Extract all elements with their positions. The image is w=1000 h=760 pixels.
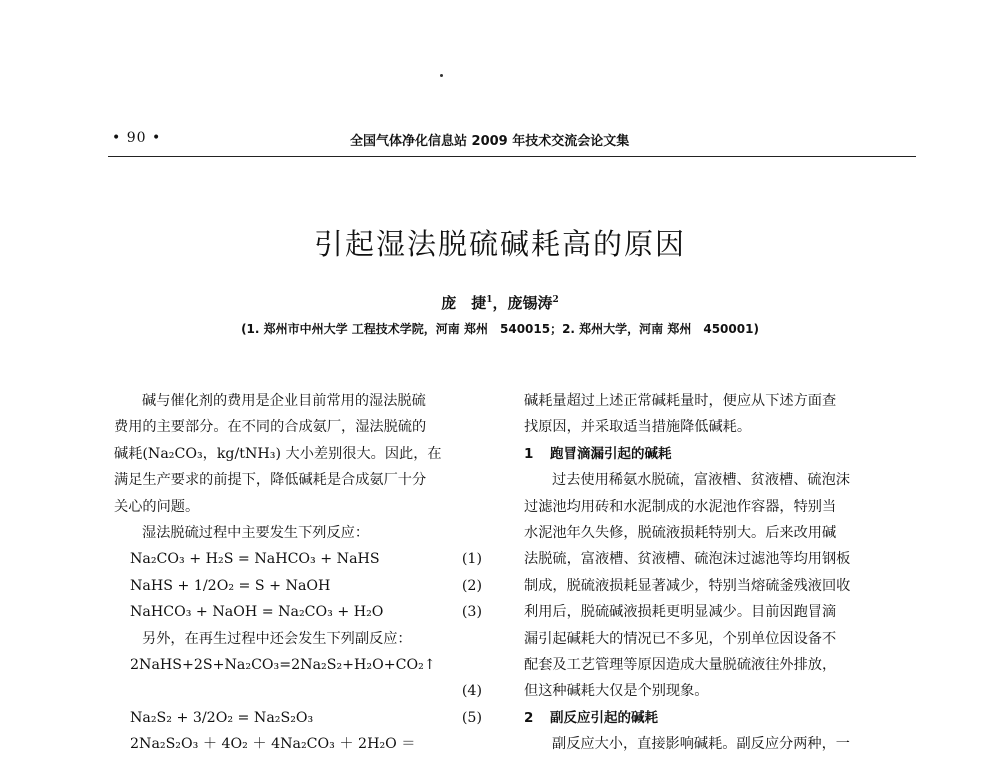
- right-p2-line-7: 漏引起碱耗大的情况已不多见，个别单位因设备不: [524, 630, 837, 647]
- running-title: 全国气体净化信息站 2009 年技术交流会论文集: [350, 134, 630, 149]
- right-p2-line-8: 配套及工艺管理等原因造成大量脱硫液往外排放，: [524, 657, 837, 674]
- section-1-heading: [524, 441, 919, 467]
- right-p1-line-2: 找原因，并采取适当措施降低碱耗。: [524, 419, 752, 436]
- equation-6-text: 2Na₂S₂O₃ ＋ 4O₂ ＋ 4Na₂CO₃ ＋ 2H₂O ＝: [130, 736, 416, 753]
- equation-3-text: NaHCO₃ + NaOH = Na₂CO₃ + H₂O: [130, 604, 384, 621]
- authors: [0, 292, 1000, 313]
- section-1-number: 1: [524, 445, 534, 462]
- right-p3: 副反应大小，直接影响碱耗。副反应分两种，一: [552, 736, 850, 753]
- equation-3-number: (3): [461, 604, 482, 621]
- equation-4-number: (4): [461, 683, 482, 700]
- equation-2-number: (2): [461, 577, 482, 594]
- right-p2-line-9: 但这种碱耗大仅是个别现象。: [524, 683, 709, 700]
- equation-3: [114, 599, 494, 625]
- equation-1-number: (1): [461, 551, 482, 568]
- section-2-heading: [524, 705, 919, 731]
- equation-5: [114, 705, 494, 731]
- right-p2-line-4: 法脱硫，富液槽、贫液槽、硫泡沫过滤池等均用钢板: [524, 551, 851, 568]
- equation-1: [114, 546, 494, 572]
- right-p2-line-6: 利用后，脱硫碱液损耗更明显减少。目前因跑冒滴: [524, 604, 837, 621]
- right-p2-line-2: 过滤池均用砖和水泥制成的水泥池作容器，特别当: [524, 498, 837, 515]
- paper-title: 引起湿法脱硫碱耗高的原因: [313, 227, 686, 261]
- author-2-affil-mark: 2: [552, 295, 559, 305]
- right-p2-line-3: 水泥池年久失修，脱硫液损耗特别大。后来改用碱: [524, 525, 837, 542]
- left-p3: 另外，在再生过程中还会发生下列副反应：: [142, 630, 412, 647]
- page-number: • 90 •: [112, 130, 162, 146]
- equation-2-text: NaHS + 1/2O₂ = S + NaOH: [130, 577, 331, 594]
- equation-2: [114, 573, 494, 599]
- left-p2: 湿法脱硫过程中主要发生下列反应：: [142, 525, 370, 542]
- author-2: 庞锡涛: [507, 294, 553, 312]
- author-separator: ，: [492, 294, 508, 312]
- equation-4-text: 2NaHS+2S+Na₂CO₃=2Na₂S₂+H₂O+CO₂↑: [130, 657, 436, 674]
- equation-5-number: (5): [461, 709, 482, 726]
- section-2-title: 副反应引起的碱耗: [550, 709, 658, 726]
- equation-5-text: Na₂S₂ + 3/2O₂ = Na₂S₂O₃: [130, 709, 314, 726]
- author-1: 庞 捷: [441, 294, 487, 312]
- equation-1-text: Na₂CO₃ + H₂S = NaHCO₃ + NaHS: [130, 551, 380, 568]
- section-2-number: 2: [524, 709, 534, 726]
- left-p1-line-4: 满足生产要求的前提下，降低碱耗是合成氨厂十分: [114, 472, 427, 489]
- scan-mark: [440, 74, 443, 77]
- left-column: [114, 388, 494, 758]
- header-rule: [108, 156, 916, 157]
- right-column: [524, 388, 919, 758]
- left-p1-line-1: 碱与催化剂的费用是企业目前常用的湿法脱硫: [142, 393, 426, 409]
- right-p1-line-1: 碱耗量超过上述正常碱耗量时，便应从下述方面查: [524, 393, 837, 409]
- right-p2-line-5: 制成，脱硫液损耗显著减少，特别当熔硫釜残液回收: [524, 577, 851, 594]
- left-p1-line-5: 关心的问题。: [114, 498, 200, 515]
- author-1-affil-mark: 1: [486, 295, 493, 305]
- left-p1-line-2: 费用的主要部分。在不同的合成氨厂，湿法脱硫的: [114, 419, 427, 436]
- right-p2-line-1: 过去使用稀氨水脱硫，富液槽、贫液槽、硫泡沫: [552, 472, 850, 489]
- left-p1-line-3: 碱耗(Na₂CO₃，kg/tNH₃) 大小差别很大。因此，在: [114, 445, 442, 462]
- affiliation: (1. 郑州市中州大学 工程技术学院，河南 郑州 540015；2. 郑州大学，河南 郑州 450001): [241, 322, 759, 336]
- section-1-title: 跑冒滴漏引起的碱耗: [550, 445, 672, 462]
